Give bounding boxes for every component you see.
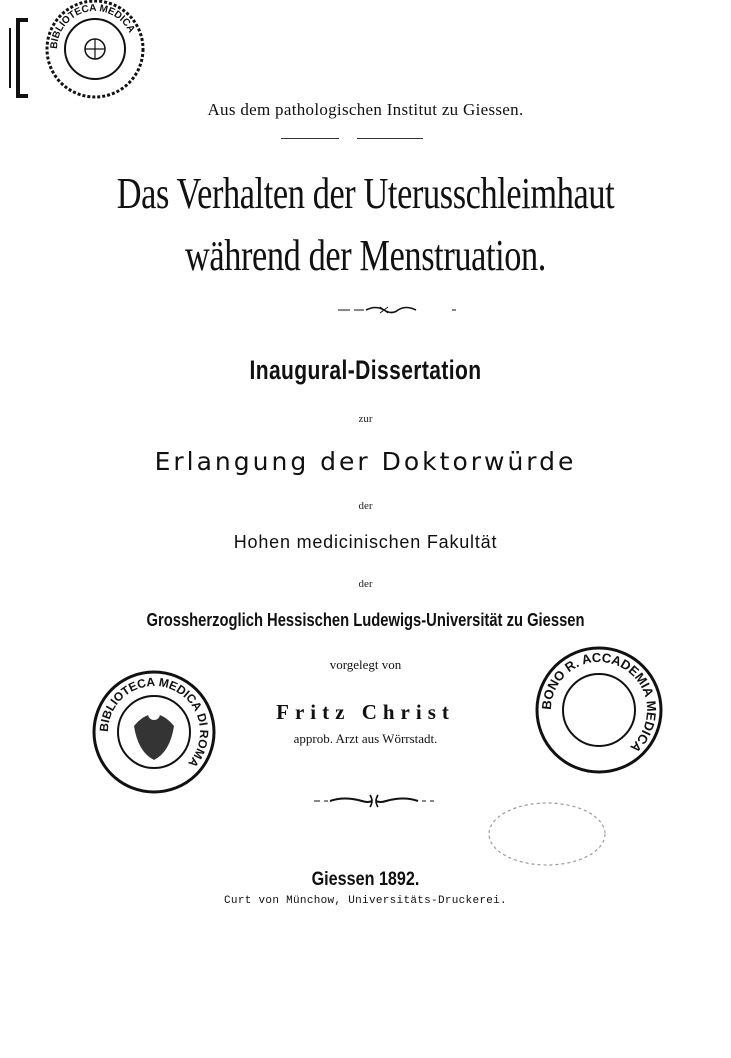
author-description: approb. Arzt aus Wörrstadt. [293, 731, 438, 746]
purpose-line: Erlangung der Doktorwürde [154, 447, 577, 476]
submitted-by-line: vorgelegt von [329, 657, 402, 672]
ornament-divider-small [336, 303, 456, 317]
stamp-text: BONO R. ACCADEMIA MEDICA [538, 649, 660, 756]
academy-stamp-right [532, 643, 666, 777]
institute-line: Aus dem pathologischen Institut zu Giessen. [207, 100, 524, 119]
divider-rule [281, 138, 339, 139]
faint-stamp-oval [486, 800, 608, 868]
edge-bracket-mark [4, 18, 34, 98]
word-der: der [358, 500, 373, 512]
dissertation-heading: Inaugural-Dissertation [249, 355, 482, 385]
faculty-line: Hohen medicinischen Fakultät [233, 532, 498, 552]
title-line-2: während der Menstruation. [185, 231, 546, 280]
ornament-divider-large [314, 792, 434, 810]
author-name: Fritz Christ [276, 700, 455, 724]
title-line-1: Das Verhalten der Uterusschleimhaut [116, 169, 615, 218]
word-zur: zur [358, 413, 373, 425]
city-year: Giessen 1892. [311, 869, 420, 890]
stamp-text: BIBLIOTECA MEDICA DI ROMA [96, 674, 212, 771]
word-der: der [358, 578, 373, 590]
university-line: Grossherzoglich Hessischen Ludewigs-Universität zu Giessen [146, 610, 585, 630]
printer-line: Curt von Münchow, Universitäts-Druckerei. [224, 895, 507, 907]
divider-rule [357, 138, 423, 139]
library-stamp-top-left [44, 0, 146, 100]
library-stamp-left [90, 668, 218, 796]
stamp-text: BIBLIOTECA MEDICA [48, 2, 137, 50]
